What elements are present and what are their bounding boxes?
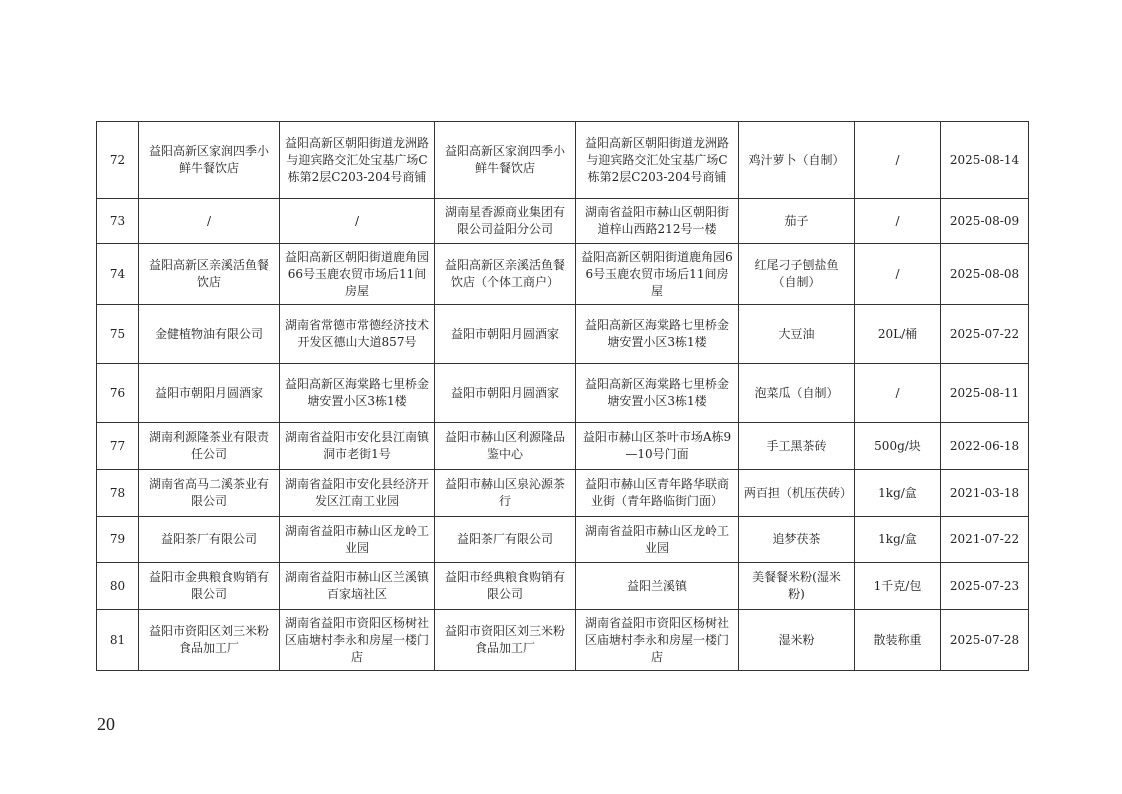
sampled-unit: 益阳市朝阳月圆酒家 xyxy=(435,364,576,423)
producer-address: 湖南省益阳市资阳区杨树社区庙塘村李永和房屋一楼门店 xyxy=(280,610,435,671)
producer-address: / xyxy=(280,199,435,244)
food-name: 泡菜瓜（自制） xyxy=(739,364,855,423)
production-date: 2025-07-22 xyxy=(941,305,1029,364)
production-date: 2025-08-14 xyxy=(941,122,1029,199)
sampled-address: 益阳高新区朝阳街道龙洲路与迎宾路交汇处宝基广场C栋第2层C203-204号商铺 xyxy=(576,122,739,199)
production-date: 2025-08-11 xyxy=(941,364,1029,423)
specification: / xyxy=(855,244,941,305)
food-name: 鸡汁萝卜（自制） xyxy=(739,122,855,199)
row-number: 75 xyxy=(97,305,139,364)
sampled-address: 益阳高新区海棠路七里桥金塘安置小区3栋1楼 xyxy=(576,305,739,364)
producer-name: 益阳市资阳区刘三米粉食品加工厂 xyxy=(139,610,280,671)
row-number: 78 xyxy=(97,470,139,517)
production-date: 2022-06-18 xyxy=(941,423,1029,470)
table-row xyxy=(97,244,1029,305)
producer-name: 益阳高新区家润四季小鲜牛餐饮店 xyxy=(139,122,280,199)
sampling-table xyxy=(96,121,1029,671)
row-number: 76 xyxy=(97,364,139,423)
producer-name: 益阳市朝阳月圆酒家 xyxy=(139,364,280,423)
producer-name: / xyxy=(139,199,280,244)
page-number: 20 xyxy=(97,714,115,734)
production-date: 2025-07-23 xyxy=(941,563,1029,610)
table-row xyxy=(97,423,1029,470)
sampled-unit: 湖南星香源商业集团有限公司益阳分公司 xyxy=(435,199,576,244)
sampled-address: 湖南省益阳市赫山区龙岭工业园 xyxy=(576,517,739,563)
specification: / xyxy=(855,364,941,423)
sampled-unit: 益阳高新区家润四季小鲜牛餐饮店 xyxy=(435,122,576,199)
producer-address: 益阳高新区海棠路七里桥金塘安置小区3栋1楼 xyxy=(280,364,435,423)
producer-name: 益阳茶厂有限公司 xyxy=(139,517,280,563)
production-date: 2025-07-28 xyxy=(941,610,1029,671)
food-name: 追梦茯茶 xyxy=(739,517,855,563)
sampled-unit: 益阳高新区亲溪活鱼餐饮店（个体工商户） xyxy=(435,244,576,305)
producer-name: 益阳高新区亲溪活鱼餐饮店 xyxy=(139,244,280,305)
food-name: 茄子 xyxy=(739,199,855,244)
sampled-address: 益阳市赫山区青年路华联商业街（青年路临街门面） xyxy=(576,470,739,517)
specification: 20L/桶 xyxy=(855,305,941,364)
production-date: 2025-08-08 xyxy=(941,244,1029,305)
row-number: 74 xyxy=(97,244,139,305)
producer-name: 湖南省高马二溪茶业有限公司 xyxy=(139,470,280,517)
row-number: 73 xyxy=(97,199,139,244)
sampled-address: 益阳高新区朝阳街道鹿角园66号玉鹿农贸市场后11间房屋 xyxy=(576,244,739,305)
specification: 1千克/包 xyxy=(855,563,941,610)
producer-address: 湖南省益阳市赫山区龙岭工业园 xyxy=(280,517,435,563)
producer-address: 湖南省益阳市赫山区兰溪镇百家垴社区 xyxy=(280,563,435,610)
food-name: 美餐餐米粉(湿米粉) xyxy=(739,563,855,610)
specification: 1kg/盒 xyxy=(855,470,941,517)
producer-name: 湖南利源隆茶业有限责任公司 xyxy=(139,423,280,470)
specification: 500g/块 xyxy=(855,423,941,470)
table-row xyxy=(97,470,1029,517)
table-row xyxy=(97,364,1029,423)
table-row xyxy=(97,305,1029,364)
specification: 散装称重 xyxy=(855,610,941,671)
food-name: 手工黑茶砖 xyxy=(739,423,855,470)
table-row xyxy=(97,122,1029,199)
production-date: 2025-08-09 xyxy=(941,199,1029,244)
table-row xyxy=(97,517,1029,563)
row-number: 72 xyxy=(97,122,139,199)
specification: 1kg/盒 xyxy=(855,517,941,563)
sampled-unit: 益阳市经典粮食购销有限公司 xyxy=(435,563,576,610)
sampled-unit: 益阳茶厂有限公司 xyxy=(435,517,576,563)
row-number: 80 xyxy=(97,563,139,610)
row-number: 77 xyxy=(97,423,139,470)
food-name: 两百担（机压茯砖） xyxy=(739,470,855,517)
sampled-address: 益阳兰溪镇 xyxy=(576,563,739,610)
food-name: 湿米粉 xyxy=(739,610,855,671)
sampled-address: 湖南省益阳市赫山区朝阳街道梓山西路212号一楼 xyxy=(576,199,739,244)
specification: / xyxy=(855,122,941,199)
table-row xyxy=(97,199,1029,244)
sampled-unit: 益阳市朝阳月圆酒家 xyxy=(435,305,576,364)
table-row xyxy=(97,563,1029,610)
sampled-unit: 益阳市赫山区泉沁源茶行 xyxy=(435,470,576,517)
sampled-unit: 益阳市资阳区刘三米粉食品加工厂 xyxy=(435,610,576,671)
production-date: 2021-07-22 xyxy=(941,517,1029,563)
row-number: 81 xyxy=(97,610,139,671)
sampled-unit: 益阳市赫山区利源隆品鉴中心 xyxy=(435,423,576,470)
production-date: 2021-03-18 xyxy=(941,470,1029,517)
producer-name: 金健植物油有限公司 xyxy=(139,305,280,364)
specification: / xyxy=(855,199,941,244)
producer-address: 益阳高新区朝阳街道鹿角园66号玉鹿农贸市场后11间房屋 xyxy=(280,244,435,305)
producer-address: 益阳高新区朝阳街道龙洲路与迎宾路交汇处宝基广场C栋第2层C203-204号商铺 xyxy=(280,122,435,199)
sampled-address: 湖南省益阳市资阳区杨树社区庙塘村李永和房屋一楼门店 xyxy=(576,610,739,671)
row-number: 79 xyxy=(97,517,139,563)
producer-address: 湖南省常德市常德经济技术开发区德山大道857号 xyxy=(280,305,435,364)
producer-address: 湖南省益阳市安化县经济开发区江南工业园 xyxy=(280,470,435,517)
food-name: 大豆油 xyxy=(739,305,855,364)
sampled-address: 益阳高新区海棠路七里桥金塘安置小区3栋1楼 xyxy=(576,364,739,423)
food-name: 红尾刁子刨盐鱼（自制） xyxy=(739,244,855,305)
producer-address: 湖南省益阳市安化县江南镇洞市老街1号 xyxy=(280,423,435,470)
sampled-address: 益阳市赫山区茶叶市场A栋9—10号门面 xyxy=(576,423,739,470)
table-row xyxy=(97,610,1029,671)
producer-name: 益阳市金典粮食购销有限公司 xyxy=(139,563,280,610)
